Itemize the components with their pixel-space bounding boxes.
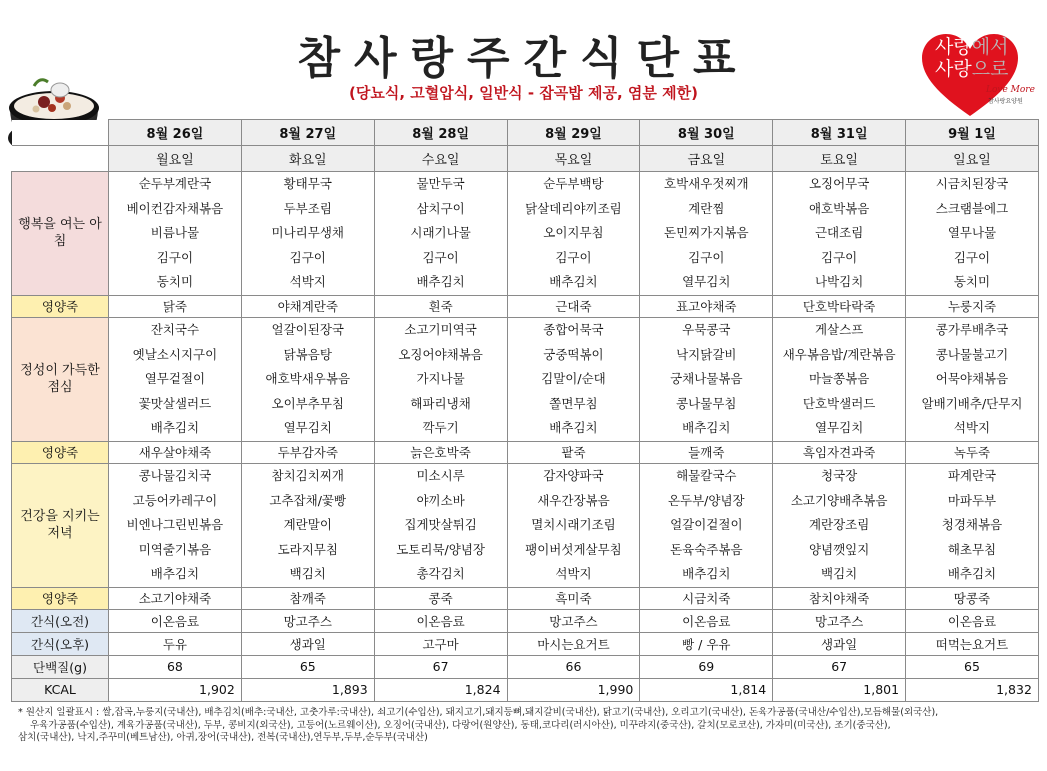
weekday-header-cell: 월요일 [109, 146, 242, 172]
menu-item: 단호박샐러드 [802, 395, 876, 411]
logo-tagline: Love More [986, 85, 1035, 95]
breakfast-menu-cell [241, 172, 374, 296]
page-subtitle: (당뇨식, 고혈압식, 일반식 - 잡곡밥 제공, 염분 제한) [349, 84, 698, 102]
kcal-row-cell: 1,801 [773, 678, 906, 701]
menu-item: 김구이 [555, 249, 592, 265]
menu-item: 열무김치 [814, 420, 864, 436]
menu-item: 동치미 [953, 274, 991, 290]
kcal-row-cell: 1,902 [109, 678, 242, 701]
breakfast-menu-cell [374, 172, 507, 296]
date-header-cell: 8월 27일 [241, 120, 374, 146]
snack-am-row-cell: 망고주스 [507, 609, 640, 632]
lunch-menu-cell [109, 317, 242, 441]
menu-item: 계란말이 [283, 517, 332, 533]
dinner-menu-cell [906, 463, 1039, 587]
snack-pm-row-cell: 떠먹는요거트 [906, 632, 1039, 655]
logo-word-2a: 사랑 [935, 58, 972, 80]
menu-item: 마파두부 [947, 492, 997, 508]
breakfast-menu-cell [906, 172, 1039, 296]
kcal-row-cell: 1,824 [374, 678, 507, 701]
juk-cell: 소고기야채죽 [109, 587, 242, 609]
weekly-menu-table [11, 119, 1039, 702]
juk-label: 영양죽 [12, 295, 109, 317]
menu-item: 석박지 [555, 566, 592, 582]
snack-am-row [12, 609, 1039, 632]
menu-item: 얼갈이겉절이 [670, 517, 743, 533]
menu-item: 계란장조림 [808, 517, 870, 533]
snack-am-row-cell: 이온음료 [640, 609, 773, 632]
dinner-menu-cell [109, 463, 242, 587]
juk-cell: 참치야채죽 [773, 587, 906, 609]
menu-item: 석박지 [953, 420, 991, 436]
menu-item: 콩나물무침 [676, 395, 737, 411]
menu-item: 김구이 [289, 249, 326, 265]
breakfast-menu-cell [640, 172, 773, 296]
corner-cell [12, 146, 109, 172]
weekday-header-cell: 토요일 [773, 146, 906, 172]
juk-cell: 팥죽 [507, 441, 640, 463]
menu-item: 순두부계란국 [138, 176, 212, 191]
menu-item: 베이컨감자채볶음 [126, 200, 224, 216]
juk-cell: 두부감자죽 [241, 441, 374, 463]
logo-word-1a: 사랑 [935, 36, 972, 58]
menu-item: 열무김치 [283, 420, 332, 436]
breakfast-menu-cell [507, 172, 640, 296]
juk-cell: 흰죽 [374, 295, 507, 317]
menu-item: 애호박새우볶음 [265, 371, 351, 387]
menu-item: 깍두기 [422, 420, 459, 436]
menu-item: 배추김치 [682, 420, 731, 436]
juk-cell: 땅콩죽 [906, 587, 1039, 609]
menu-item: 청국장 [821, 467, 858, 483]
dinner-juk-row [12, 587, 1039, 609]
lunch-menu-cell [640, 317, 773, 441]
kcal-row-cell: 1,893 [241, 678, 374, 701]
juk-cell: 들깨죽 [640, 441, 773, 463]
menu-item: 돈육숙주볶음 [670, 541, 743, 557]
menu-item: 도라지무침 [277, 541, 338, 557]
menu-item: 콩가루배추국 [935, 321, 1009, 337]
protein-row-cell: 65 [241, 655, 374, 678]
dinner-menu-cell [640, 463, 773, 587]
menu-item: 집게맛살튀김 [404, 517, 477, 533]
lunch-menu-cell [241, 317, 374, 441]
menu-item: 감자양파국 [543, 467, 604, 483]
date-header-cell: 8월 28일 [374, 120, 507, 146]
juk-cell: 흑임자견과죽 [773, 441, 906, 463]
menu-item: 동치미 [156, 274, 194, 290]
juk-cell: 단호박타락죽 [773, 295, 906, 317]
protein-row-cell: 69 [640, 655, 773, 678]
menu-item: 배추김치 [549, 274, 598, 290]
menu-item: 오징어야채볶음 [398, 346, 483, 362]
menu-item: 우묵콩국 [682, 321, 731, 337]
juk-cell: 누룽지죽 [906, 295, 1039, 317]
menu-item: 두부조림 [283, 200, 332, 216]
menu-item: 게살스프 [814, 321, 864, 337]
menu-item: 총각김치 [416, 566, 465, 582]
menu-item: 삼치구이 [416, 200, 465, 216]
juk-cell: 늙은호박죽 [374, 441, 507, 463]
menu-item: 잔치국수 [150, 321, 200, 337]
menu-item: 종합어묵국 [543, 321, 604, 337]
breakfast-label: 행복을 여는 아침 [12, 172, 109, 296]
menu-item: 오이부추무침 [271, 395, 344, 411]
protein-row-cell: 67 [773, 655, 906, 678]
menu-item: 닭볶음탕 [283, 346, 332, 362]
juk-label: 영양죽 [12, 441, 109, 463]
juk-cell: 야채계란죽 [241, 295, 374, 317]
menu-item: 열무나물 [947, 225, 997, 241]
menu-item: 궁중떡볶이 [543, 346, 604, 362]
kcal-row [12, 678, 1039, 701]
snack-pm-row-cell: 생과일 [241, 632, 374, 655]
footnote-line-1: * 원산지 일괄표시 : 쌀,잡곡,누룽지(국내산), 배추김치(배추:국내산, 고춧가루:국내산), 쇠고기(수입산), 돼지고기,돼지등뼈,돼지갈비(국내산), 닭고기(국내산), 오리고기(국내산), 돈육가공품(국내산/수입산),모듬해물(외국산), [18, 707, 939, 718]
menu-item: 해파리냉채 [410, 395, 471, 411]
menu-item: 호박새우젓찌개 [664, 176, 749, 191]
dinner-label: 건강을 지키는 저녁 [12, 463, 109, 587]
menu-item: 석박지 [289, 274, 326, 290]
menu-item: 돈민찌가지볶음 [664, 225, 749, 241]
menu-item: 알배기배추/단무지 [921, 395, 1023, 411]
lunch-menu-cell [507, 317, 640, 441]
menu-item: 해물칼국수 [676, 467, 737, 483]
menu-item: 열무김치 [682, 274, 731, 290]
menu-item: 청경채볶음 [941, 517, 1003, 533]
menu-item: 김구이 [422, 249, 459, 265]
menu-item: 배추김치 [416, 274, 465, 290]
menu-item: 옛날소시지구이 [132, 346, 218, 362]
juk-cell: 흑미죽 [507, 587, 640, 609]
protein-row [12, 655, 1039, 678]
breakfast-row [12, 172, 1039, 296]
menu-item: 고추잡채/꽃빵 [269, 492, 347, 508]
date-header-cell: 8월 26일 [109, 120, 242, 146]
juk-cell: 녹두죽 [906, 441, 1039, 463]
lunch-juk-row [12, 441, 1039, 463]
weekday-row [12, 146, 1039, 172]
protein-row-label: 단백질(g) [12, 655, 109, 678]
menu-item: 도토리묵/양념장 [396, 541, 485, 557]
menu-item: 황태무국 [283, 176, 332, 191]
snack-pm-row-cell: 두유 [109, 632, 242, 655]
snack-am-row-cell: 이온음료 [109, 609, 242, 632]
snack-pm-row [12, 632, 1039, 655]
menu-item: 백김치 [821, 566, 858, 582]
dinner-menu-cell [507, 463, 640, 587]
menu-item: 소고기양배추볶음 [790, 492, 888, 508]
date-row [12, 120, 1039, 146]
weekday-header-cell: 수요일 [374, 146, 507, 172]
menu-item: 닭살데리야끼조림 [525, 200, 622, 216]
date-header-cell: 9월 1일 [906, 120, 1039, 146]
kcal-row-cell: 1,990 [507, 678, 640, 701]
origin-footnote [18, 707, 1038, 745]
menu-item: 배추김치 [150, 566, 200, 582]
menu-item: 오징어무국 [808, 176, 870, 191]
snack-pm-row-cell: 고구마 [374, 632, 507, 655]
snack-pm-row-cell: 생과일 [773, 632, 906, 655]
protein-row-cell: 67 [374, 655, 507, 678]
dinner-row [12, 463, 1039, 587]
kcal-row-label: KCAL [12, 678, 109, 701]
menu-item: 마늘쫑볶음 [808, 371, 870, 387]
menu-item: 쫄면무침 [549, 395, 598, 411]
weekday-header-cell: 일요일 [906, 146, 1039, 172]
menu-item: 가지나물 [416, 371, 465, 387]
menu-item: 배추김치 [947, 566, 997, 582]
menu-item: 김구이 [953, 249, 991, 265]
protein-row-cell: 66 [507, 655, 640, 678]
menu-item: 열무겉절이 [144, 371, 206, 387]
juk-cell: 시금치죽 [640, 587, 773, 609]
logo-word-2b: 으로 [971, 58, 1009, 80]
weekday-header-cell: 금요일 [640, 146, 773, 172]
lunch-menu-cell [773, 317, 906, 441]
footnote-line-2: 우육가공품(수입산), 계육가공품(국내산), 두부, 콩비지(외국산), 고등어(노르웨이산), 오징어(국내산), 다랑어(원양산), 동태,코다리(러시아산), 미꾸라지(중국산), 갈치(모로코산), 가자미(미국산), 조기(중국산), [30, 719, 891, 731]
dinner-menu-cell [374, 463, 507, 587]
menu-item: 꽃맛살샐러드 [138, 395, 212, 411]
snack-am-row-cell: 망고주스 [241, 609, 374, 632]
menu-item: 파계란국 [947, 467, 997, 483]
menu-item: 김구이 [821, 249, 858, 265]
menu-item: 미소시루 [416, 467, 465, 483]
date-header-cell: 8월 29일 [507, 120, 640, 146]
date-header-cell: 8월 30일 [640, 120, 773, 146]
menu-item: 시래기나물 [410, 225, 471, 241]
menu-item: 궁채나물볶음 [670, 371, 743, 387]
weekday-header-cell: 화요일 [241, 146, 374, 172]
menu-item: 멸치시래기조림 [531, 517, 616, 533]
menu-item: 참치김치찌개 [271, 467, 344, 483]
menu-item: 비엔나그린빈볶음 [126, 517, 224, 533]
juk-cell: 표고야채죽 [640, 295, 773, 317]
juk-cell: 새우살야채죽 [109, 441, 242, 463]
dinner-menu-cell [241, 463, 374, 587]
logo-org-name: 참사랑요양원 [988, 98, 1023, 105]
juk-cell: 콩죽 [374, 587, 507, 609]
menu-item: 온두부/양념장 [667, 492, 745, 508]
menu-item: 김구이 [156, 249, 194, 265]
menu-item: 시금치된장국 [935, 176, 1009, 191]
menu-item: 배추김치 [682, 566, 731, 582]
snack-am-row-cell: 이온음료 [906, 609, 1039, 632]
breakfast-menu-cell [773, 172, 906, 296]
menu-item: 계란찜 [688, 200, 725, 216]
snack-am-row-cell: 망고주스 [773, 609, 906, 632]
menu-item: 콩나물김치국 [138, 467, 212, 483]
protein-row-cell: 65 [906, 655, 1039, 678]
menu-item: 배추김치 [150, 420, 200, 436]
dinner-menu-cell [773, 463, 906, 587]
menu-item: 비름나물 [150, 225, 200, 241]
menu-item: 김구이 [688, 249, 725, 265]
corner-cell [12, 120, 109, 146]
menu-item: 근대조림 [814, 225, 864, 241]
page-title: 참사랑주간식단표 [297, 33, 750, 84]
menu-item: 낙지닭갈비 [676, 346, 737, 362]
weekday-header-cell: 목요일 [507, 146, 640, 172]
menu-item: 어묵야채볶음 [935, 371, 1009, 387]
breakfast-menu-cell [109, 172, 242, 296]
lunch-menu-cell [374, 317, 507, 441]
menu-item: 미나리무생채 [271, 225, 344, 241]
menu-item: 미역줄기볶음 [138, 541, 212, 557]
page-header [0, 0, 1047, 115]
juk-cell: 닭죽 [109, 295, 242, 317]
juk-cell: 근대죽 [507, 295, 640, 317]
menu-item: 순두부백탕 [543, 176, 604, 191]
breakfast-juk-row [12, 295, 1039, 317]
snack-am-row-cell: 이온음료 [374, 609, 507, 632]
menu-item: 양념깻잎지 [808, 541, 870, 557]
brand-logo [918, 30, 1043, 120]
snack-pm-row-label: 간식(오후) [12, 632, 109, 655]
menu-item: 콩나물불고기 [935, 346, 1009, 362]
menu-item: 나박김치 [814, 274, 864, 290]
snack-pm-row-cell: 빵 / 우유 [640, 632, 773, 655]
logo-word-1b: 에서 [971, 36, 1009, 58]
menu-item: 스크램블에그 [935, 200, 1009, 216]
kcal-row-cell: 1,832 [906, 678, 1039, 701]
menu-item: 해초무침 [947, 541, 997, 557]
menu-item: 새우간장볶음 [537, 492, 610, 508]
date-header-cell: 8월 31일 [773, 120, 906, 146]
menu-item: 물만두국 [416, 176, 465, 191]
menu-item: 배추김치 [549, 420, 598, 436]
menu-item: 새우볶음밥/계란볶음 [782, 346, 896, 362]
lunch-label: 정성이 가득한 점심 [12, 317, 109, 441]
lunch-menu-cell [906, 317, 1039, 441]
menu-item: 팽이버섯게살무침 [525, 541, 622, 557]
menu-item: 백김치 [289, 566, 326, 582]
snack-am-row-label: 간식(오전) [12, 609, 109, 632]
kcal-row-cell: 1,814 [640, 678, 773, 701]
menu-item: 야끼소바 [416, 492, 465, 508]
menu-item: 고등어카레구이 [132, 492, 218, 508]
snack-pm-row-cell: 마시는요거트 [507, 632, 640, 655]
juk-cell: 참깨죽 [241, 587, 374, 609]
menu-item: 소고기미역국 [404, 321, 477, 337]
menu-item: 오이지무침 [543, 225, 604, 241]
juk-label: 영양죽 [12, 587, 109, 609]
protein-row-cell: 68 [109, 655, 242, 678]
menu-item: 김말이/순대 [541, 371, 606, 387]
menu-item: 얼갈이된장국 [271, 321, 344, 337]
lunch-row [12, 317, 1039, 441]
menu-item: 애호박볶음 [808, 200, 870, 216]
footnote-line-3: 삼치(국내산), 낙지,주꾸미(베트남산), 아귀,장어(국내산), 전복(국내산),연두부,두부,순두부(국내산) [18, 732, 428, 743]
